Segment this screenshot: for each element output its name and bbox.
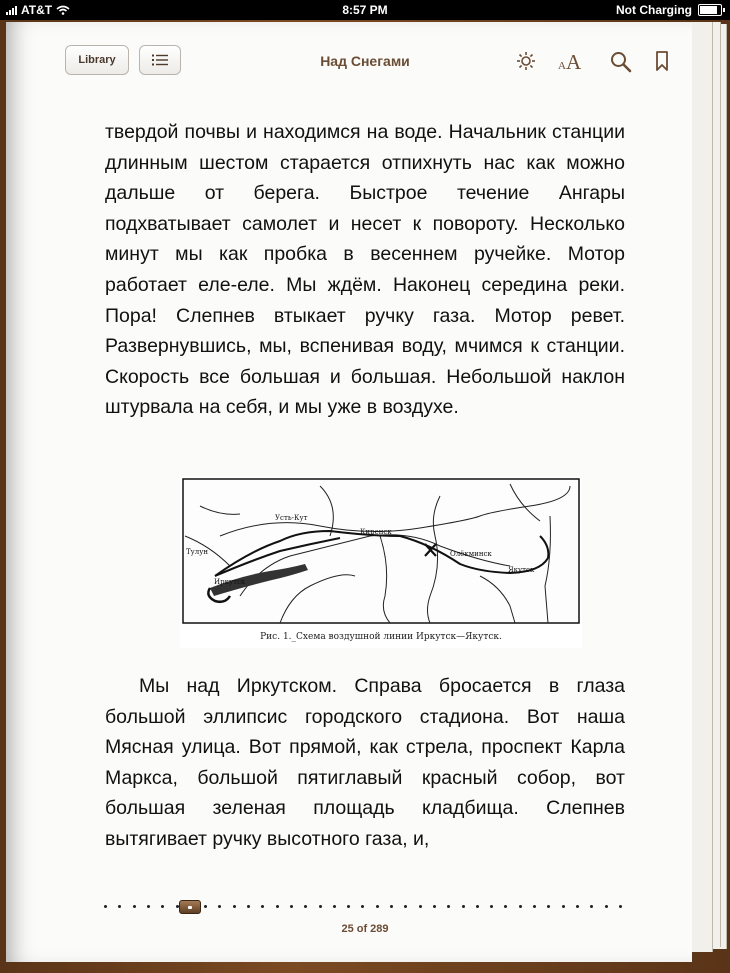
battery-status [616, 3, 722, 17]
page-indicator: 25 of 289 [341, 923, 389, 935]
paragraph: твердой почвы и находимся на воде. Начальник станции длинным шестом старается отпихнуть нас как можно дальше от берега. Быстрое течение Ангары подхватывает самолет и несет к повороту. Несколько минут мы как пробка в весеннем ручейке. Мотор работает еле-еле. Мы ждём. Наконец середина реки. Пора! Слепнев втыкает ручку газа. Мотор ревет. Развернувшись, мы, вспенивая воду, мчимся к станции. Скорость все большая и большая. Небольшой наклон штурвала на себя, и мы уже в воздухе. [105, 121, 625, 419]
scrubber-dot [476, 905, 479, 908]
paragraph: Мы над Иркутском. Справа бросается в глаза большой эллипсис городского стадиона. Вот наша Мясная улица. Вот прямой, как стрела, проспект Карла Маркса, большой пятиглавый красный собор, вот большая зеленая площадь кладбища. Слепнев вытягивает ручку высотного газа, и, [105, 675, 625, 850]
scrubber-dot [204, 905, 207, 908]
scrubber-dot [404, 905, 407, 908]
scrubber-dot [605, 905, 608, 908]
svg-text:Усть-Кут: Усть-Кут [275, 514, 308, 522]
map-illustration [180, 476, 582, 626]
search-icon[interactable] [610, 51, 632, 73]
sun-icon[interactable] [516, 51, 536, 71]
scrubber-dot [562, 905, 565, 908]
book-title: Над Снегами [320, 53, 410, 69]
svg-text:Якутск: Якутск [508, 566, 535, 574]
battery-icon [698, 4, 722, 16]
library-button[interactable]: Library [65, 45, 129, 75]
scrubber-dot [547, 905, 550, 908]
scrubber-dot [433, 905, 436, 908]
scrubber-dot [533, 905, 536, 908]
scrubber-dot [118, 905, 121, 908]
scrubber-dot [619, 905, 622, 908]
scrubber-dot [290, 905, 293, 908]
text-block [105, 671, 625, 855]
scrubber-dot [276, 905, 279, 908]
carrier-label: AT&T [21, 3, 53, 17]
scrubber-dot [376, 905, 379, 908]
page-scrubber[interactable] [100, 900, 630, 914]
status-bar [0, 0, 730, 20]
scrubber-knob[interactable] [179, 900, 201, 914]
scrubber-dot [462, 905, 465, 908]
scrubber-dot [261, 905, 264, 908]
scrubber-dot [133, 905, 136, 908]
scrubber-dot [576, 905, 579, 908]
svg-text:Киренск: Киренск [360, 528, 392, 536]
scrubber-dot [147, 905, 150, 908]
clock: 8:57 PM [342, 3, 388, 17]
small-a-icon: A [558, 60, 566, 72]
bookmark-icon[interactable] [655, 51, 669, 71]
scrubber-dot [390, 905, 393, 908]
font-size-button[interactable] [558, 50, 581, 75]
svg-text:Иркутск: Иркутск [214, 578, 246, 586]
scrubber-dot [447, 905, 450, 908]
scrubber-dot [419, 905, 422, 908]
scrubber-dot [161, 905, 164, 908]
scrubber-dot [347, 905, 350, 908]
large-a-icon: A [565, 50, 582, 74]
scrubber-dot [504, 905, 507, 908]
svg-text:Олёкминск: Олёкминск [450, 550, 492, 558]
map-figure [180, 476, 582, 648]
scrubber-dot [104, 905, 107, 908]
scrubber-dot [233, 905, 236, 908]
scrubber-dot [304, 905, 307, 908]
text-block [105, 117, 625, 423]
scrubber-dot [361, 905, 364, 908]
scrubber-dot [519, 905, 522, 908]
scrubber-dot [590, 905, 593, 908]
svg-text:Тулун: Тулун [186, 548, 209, 556]
scrubber-dot [247, 905, 250, 908]
scrubber-dot [218, 905, 221, 908]
scrubber-dot [319, 905, 322, 908]
scrubber-dot [490, 905, 493, 908]
charging-label: Not Charging [616, 3, 692, 17]
figure-caption: Рис. 1._Схема воздушной линии Иркутск—Якутск. [260, 632, 502, 642]
scrubber-dot [333, 905, 336, 908]
